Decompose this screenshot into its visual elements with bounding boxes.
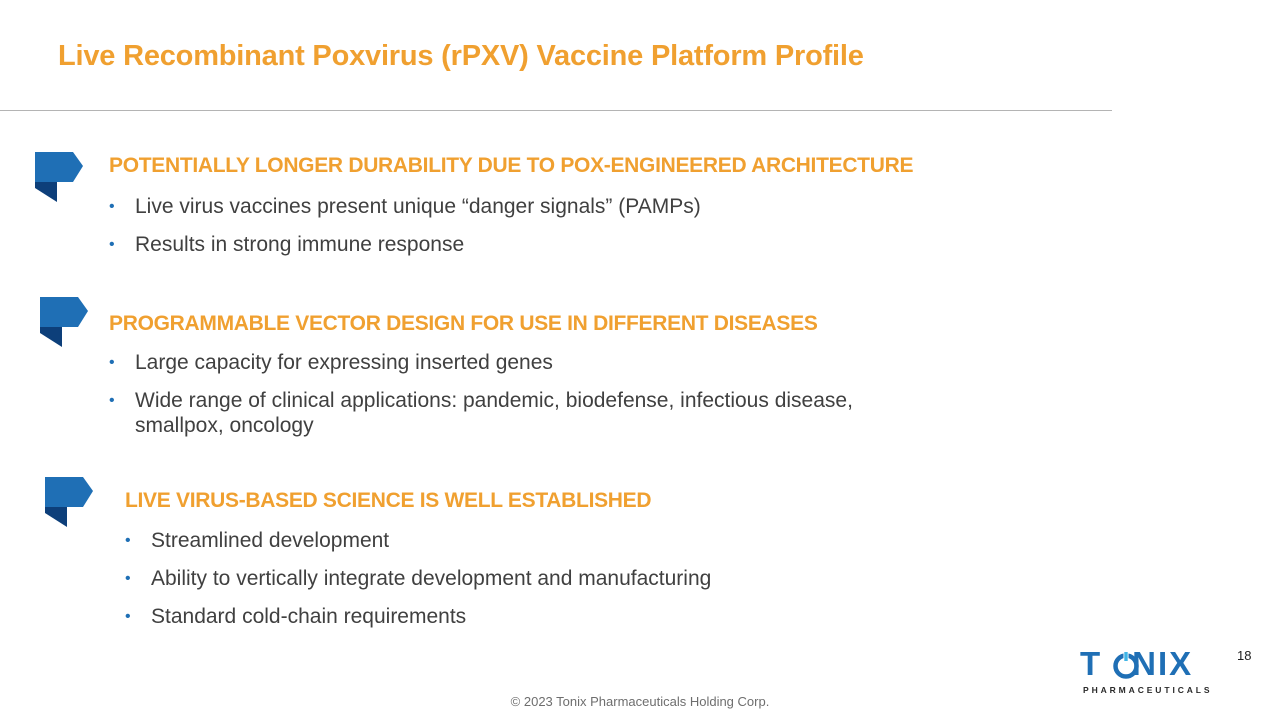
list-item-continuation [109, 413, 853, 438]
bullet-icon: • [125, 570, 131, 587]
bullet-text: Wide range of clinical applications: pandemic, biodefense, infectious disease, [135, 389, 853, 412]
blue-folded-flag-icon [35, 152, 85, 202]
list-item [125, 604, 711, 629]
power-button-o-icon [1112, 651, 1140, 679]
bullet-icon: • [109, 392, 115, 409]
tonix-logo [1080, 645, 1213, 696]
bullet-icon: • [125, 532, 131, 549]
list-item [109, 232, 701, 257]
list-item [125, 566, 711, 591]
page-title: Live Recombinant Poxvirus (rPXV) Vaccine Platform Profile [58, 40, 864, 72]
bullet-text: Large capacity for expressing inserted genes [135, 351, 553, 374]
list-item [109, 350, 853, 375]
bullet-list [125, 528, 711, 642]
blue-folded-flag-icon [45, 477, 95, 527]
list-item [125, 528, 711, 553]
bullet-text: Results in strong immune response [135, 233, 465, 256]
section-heading: POTENTIALLY LONGER DURABILITY DUE TO POX-ENGINEERED ARCHITECTURE [109, 154, 914, 177]
bullet-text: smallpox, oncology [135, 414, 314, 437]
copyright-footer: © 2023 Tonix Pharmaceuticals Holding Corp. [510, 694, 770, 709]
bullet-list [109, 194, 701, 270]
list-item [109, 388, 853, 413]
page-number: 18 [1237, 648, 1252, 663]
list-item [109, 194, 701, 219]
blue-folded-flag-icon [40, 297, 90, 347]
bullet-icon: • [109, 354, 115, 371]
bullet-text: Live virus vaccines present unique “danger signals” (PAMPs) [135, 195, 701, 218]
title-divider [0, 110, 1112, 111]
bullet-text: Standard cold-chain requirements [151, 605, 467, 628]
logo-subtitle: PHARMACEUTICALS [1083, 685, 1213, 695]
bullet-list [109, 350, 853, 451]
bullet-text: Ability to vertically integrate development and manufacturing [151, 567, 712, 590]
bullet-icon: • [125, 608, 131, 625]
bullet-text: Streamlined development [151, 529, 390, 552]
section-heading: PROGRAMMABLE VECTOR DESIGN FOR USE IN DIFFERENT DISEASES [109, 312, 818, 335]
section-heading: LIVE VIRUS-BASED SCIENCE IS WELL ESTABLISHED [125, 489, 652, 512]
bullet-icon: • [109, 198, 115, 215]
bullet-icon: • [109, 236, 115, 253]
logo-wordmark: T NIX [1080, 645, 1194, 682]
